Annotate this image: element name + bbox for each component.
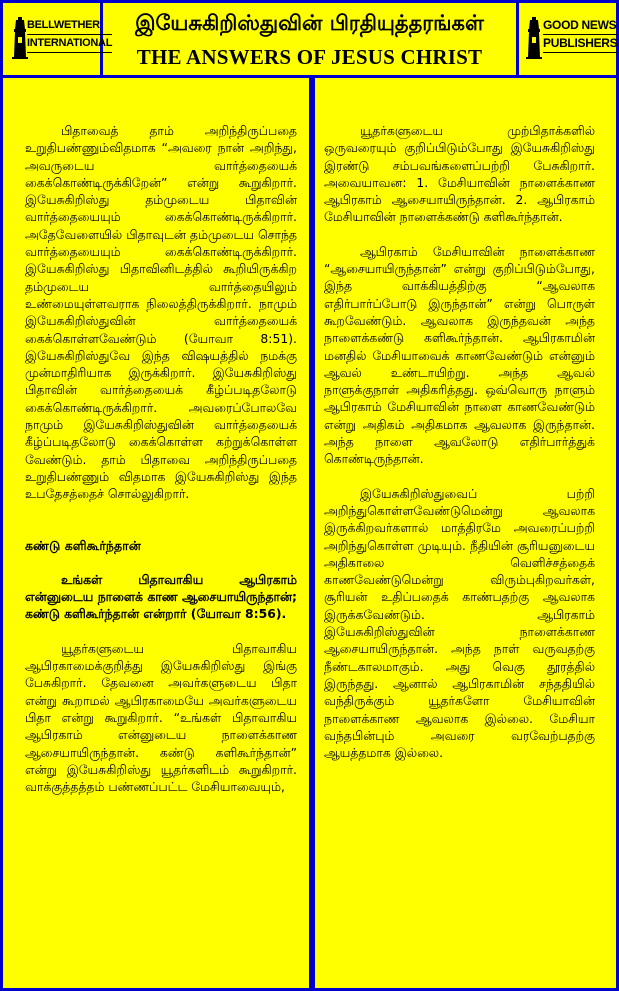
header-banner	[0, 0, 619, 78]
logo-left	[3, 3, 113, 75]
right-paragraph-2: ஆபிரகாம் மேசியாவின் நாளைக்காண “ஆசையாயிருந்தான்” என்று குறிப்பிடும்போது, இந்த வாக்கியத்திற்கு “ஆவலாக எதிர்பார்ப்போடு இருந்தான்” என்று பொருள் கூறவேண்டும். ஆவலாக இருந்தவன் அந்த நாளைக்கண்டு களிகூர்ந்தான். ஆபிரகாமின் மனதில் மேசியாவைக் காணவேண்டும் என்னும் ஆவல் உண்டாயிற்று. அந்த ஆவல் நாளுக்குநாள் அதிகரித்தது. ஒவ்வொரு நாளும் ஆபிரகாம் மேசியாவின் நாளை காணவேண்டும் என்று அதிகம் அதிகமாக ஆவலாக இருந்தான். அந்த நாளை ஆவலோடு எதிர்பார்த்துக் கொண்டிருந்தான்.	[324, 243, 595, 467]
logo-right	[516, 3, 616, 75]
right-paragraph-1: யூதர்களுடைய முற்பிதாக்களில் ஒருவரையும் குறிப்பிடும்போது இயேசுகிறிஸ்து இரண்டு சம்பவங்களைப்பற்றி பேசுகிறார். அவையாவன: 1. மேசியாவின் நாளைக்காண ஆபிரகாம் ஆசையாயிருந்தான். 2. ஆபிரகாம் மேசியாவின் நாளைக்கண்டு களிகூர்ந்தான்.	[324, 123, 595, 225]
page-title-tamil: இயேசுகிறிஸ்துவின் பிரதியுத்தரங்கள்	[135, 11, 484, 35]
logo-right-line2: PUBLISHERS	[543, 35, 617, 53]
logo-left-line1: BELLWETHER	[27, 17, 112, 35]
column-divider	[309, 78, 315, 988]
page-title-english: THE ANSWERS OF JESUS CHRIST	[136, 45, 483, 69]
left-paragraph-1: பிதாவைத் தாம் அறிந்திருப்பதை உறுதிபண்ணும்விதமாக “அவரை நான் அறிந்து, அவருடைய வார்த்தையைக் கைக்கொண்டிருக்கிறேன்” என்று கூறுகிறார். இயேசுகிறிஸ்து தம்முடைய பிதாவின் வார்த்தையையும் கைக்கொண்டிருக்கிறார். அதேவேளையில் பிதாவுடன் தம்முடைய சொந்த வார்த்தையையும் கைக்கொண்டிருக்கிறார். இயேசுகிறிஸ்து பிதாவினிடத்தில் கூறியிருக்கிற தம்முடைய வார்த்தையிலும் உண்மையுள்ளவராக நிலைத்திருக்கிறார். நாமும் இயேசுகிறிஸ்துவின் வார்த்தையைக் கைக்கொள்ளவேண்டும் (யோவா 8:51). இயேசுகிறிஸ்துவே இந்த விஷயத்தில் நமக்கு முன்மாதிரியாக இருக்கிறார். இயேசுகிறிஸ்து பிதாவின் வார்த்தையைக் கீழ்ப்படிதலோடு கைக்கொண்டிருக்கிறார். அவரைப்போலவே நாமும் இயேசுகிறிஸ்துவின் வார்த்தையைக் கீழ்ப்படிதலோடு கைக்கொள்ள கற்றுக்கொள்ள வேண்டும். தாம் பிதாவை அறிந்திருப்பதை உறுதிபண்ணும் விதமாக இயேசுகிறிஸ்து இந்த உபதேசத்தைச் சொல்லுகிறார்.	[25, 123, 297, 502]
bell-tower-icon	[525, 17, 543, 59]
title-area	[106, 3, 513, 75]
right-column	[324, 122, 595, 761]
article-body	[0, 78, 619, 991]
logo-left-text	[27, 17, 112, 53]
section-heading: கண்டு களிகூர்ந்தான்	[25, 537, 141, 553]
scripture-quote: உங்கள் பிதாவாகிய ஆபிரகாம் என்னுடைய நாளைக் காண ஆசையாயிருந்தான்; கண்டு களிகூர்ந்தான் என்றார் (யோவா 8:56).	[25, 571, 297, 622]
right-paragraph-3: இயேசுகிறிஸ்துவைப் பற்றி அறிந்துகொள்ளவேண்டுமென்று ஆவலாக இருக்கிறவர்களால் மாத்திரமே அவரைப்பற்றி அறிந்துகொள்ள முடியும். நீதியின் சூரியனுடைய அதிகாலை வெளிச்சத்தைக் காணவேண்டுமென்று விரும்புகிறவர்கள், சூரியன் உதிப்பதைக் காண்பதற்கு ஆவலாக இருக்கவேண்டும். ஆபிரகாம் இயேசுகிறிஸ்துவின் நாளைக்காண ஆசையாயிருந்தான். அந்த நாள் வருவதற்கு நீண்டகாலமாகும். அது வெகு தூரத்தில் இருந்தது. ஆனால் ஆபிரகாமின் சந்ததியில் வந்திருக்கும் யூதர்களோ மேசியாவின் நாளைக்காண ஆவலாக இல்லை. மேசியா வந்தபின்பும் அவரை வரவேற்பதற்கு ஆயத்தமாக இல்லை.	[324, 485, 595, 761]
left-column	[25, 122, 297, 795]
logo-right-line1: GOOD NEWS	[543, 17, 617, 35]
left-paragraph-2: யூதர்களுடைய பிதாவாகிய ஆபிரகாமைக்குறித்து இயேசுகிறிஸ்து இங்கு பேசுகிறார். தேவனை அவர்களுடைய பிதா என்று கூறாமல் ஆபிரகாமையே அவர்களுடைய பிதா என்று கூறுகிறார். “உங்கள் பிதாவாகிய ஆபிரகாம் என்னுடைய நாளைக்காண ஆசையாயிருந்தான். கண்டு களிகூர்ந்தான்” என்று இயேசுகிறிஸ்து யூதர்களிடம் கூறுகிறார். வாக்குத்தத்தம் பண்ணப்பட்ட மேசியாவையும்,	[25, 640, 297, 795]
logo-right-text	[543, 17, 617, 53]
logo-left-line2: INTERNATIONAL	[27, 35, 112, 53]
